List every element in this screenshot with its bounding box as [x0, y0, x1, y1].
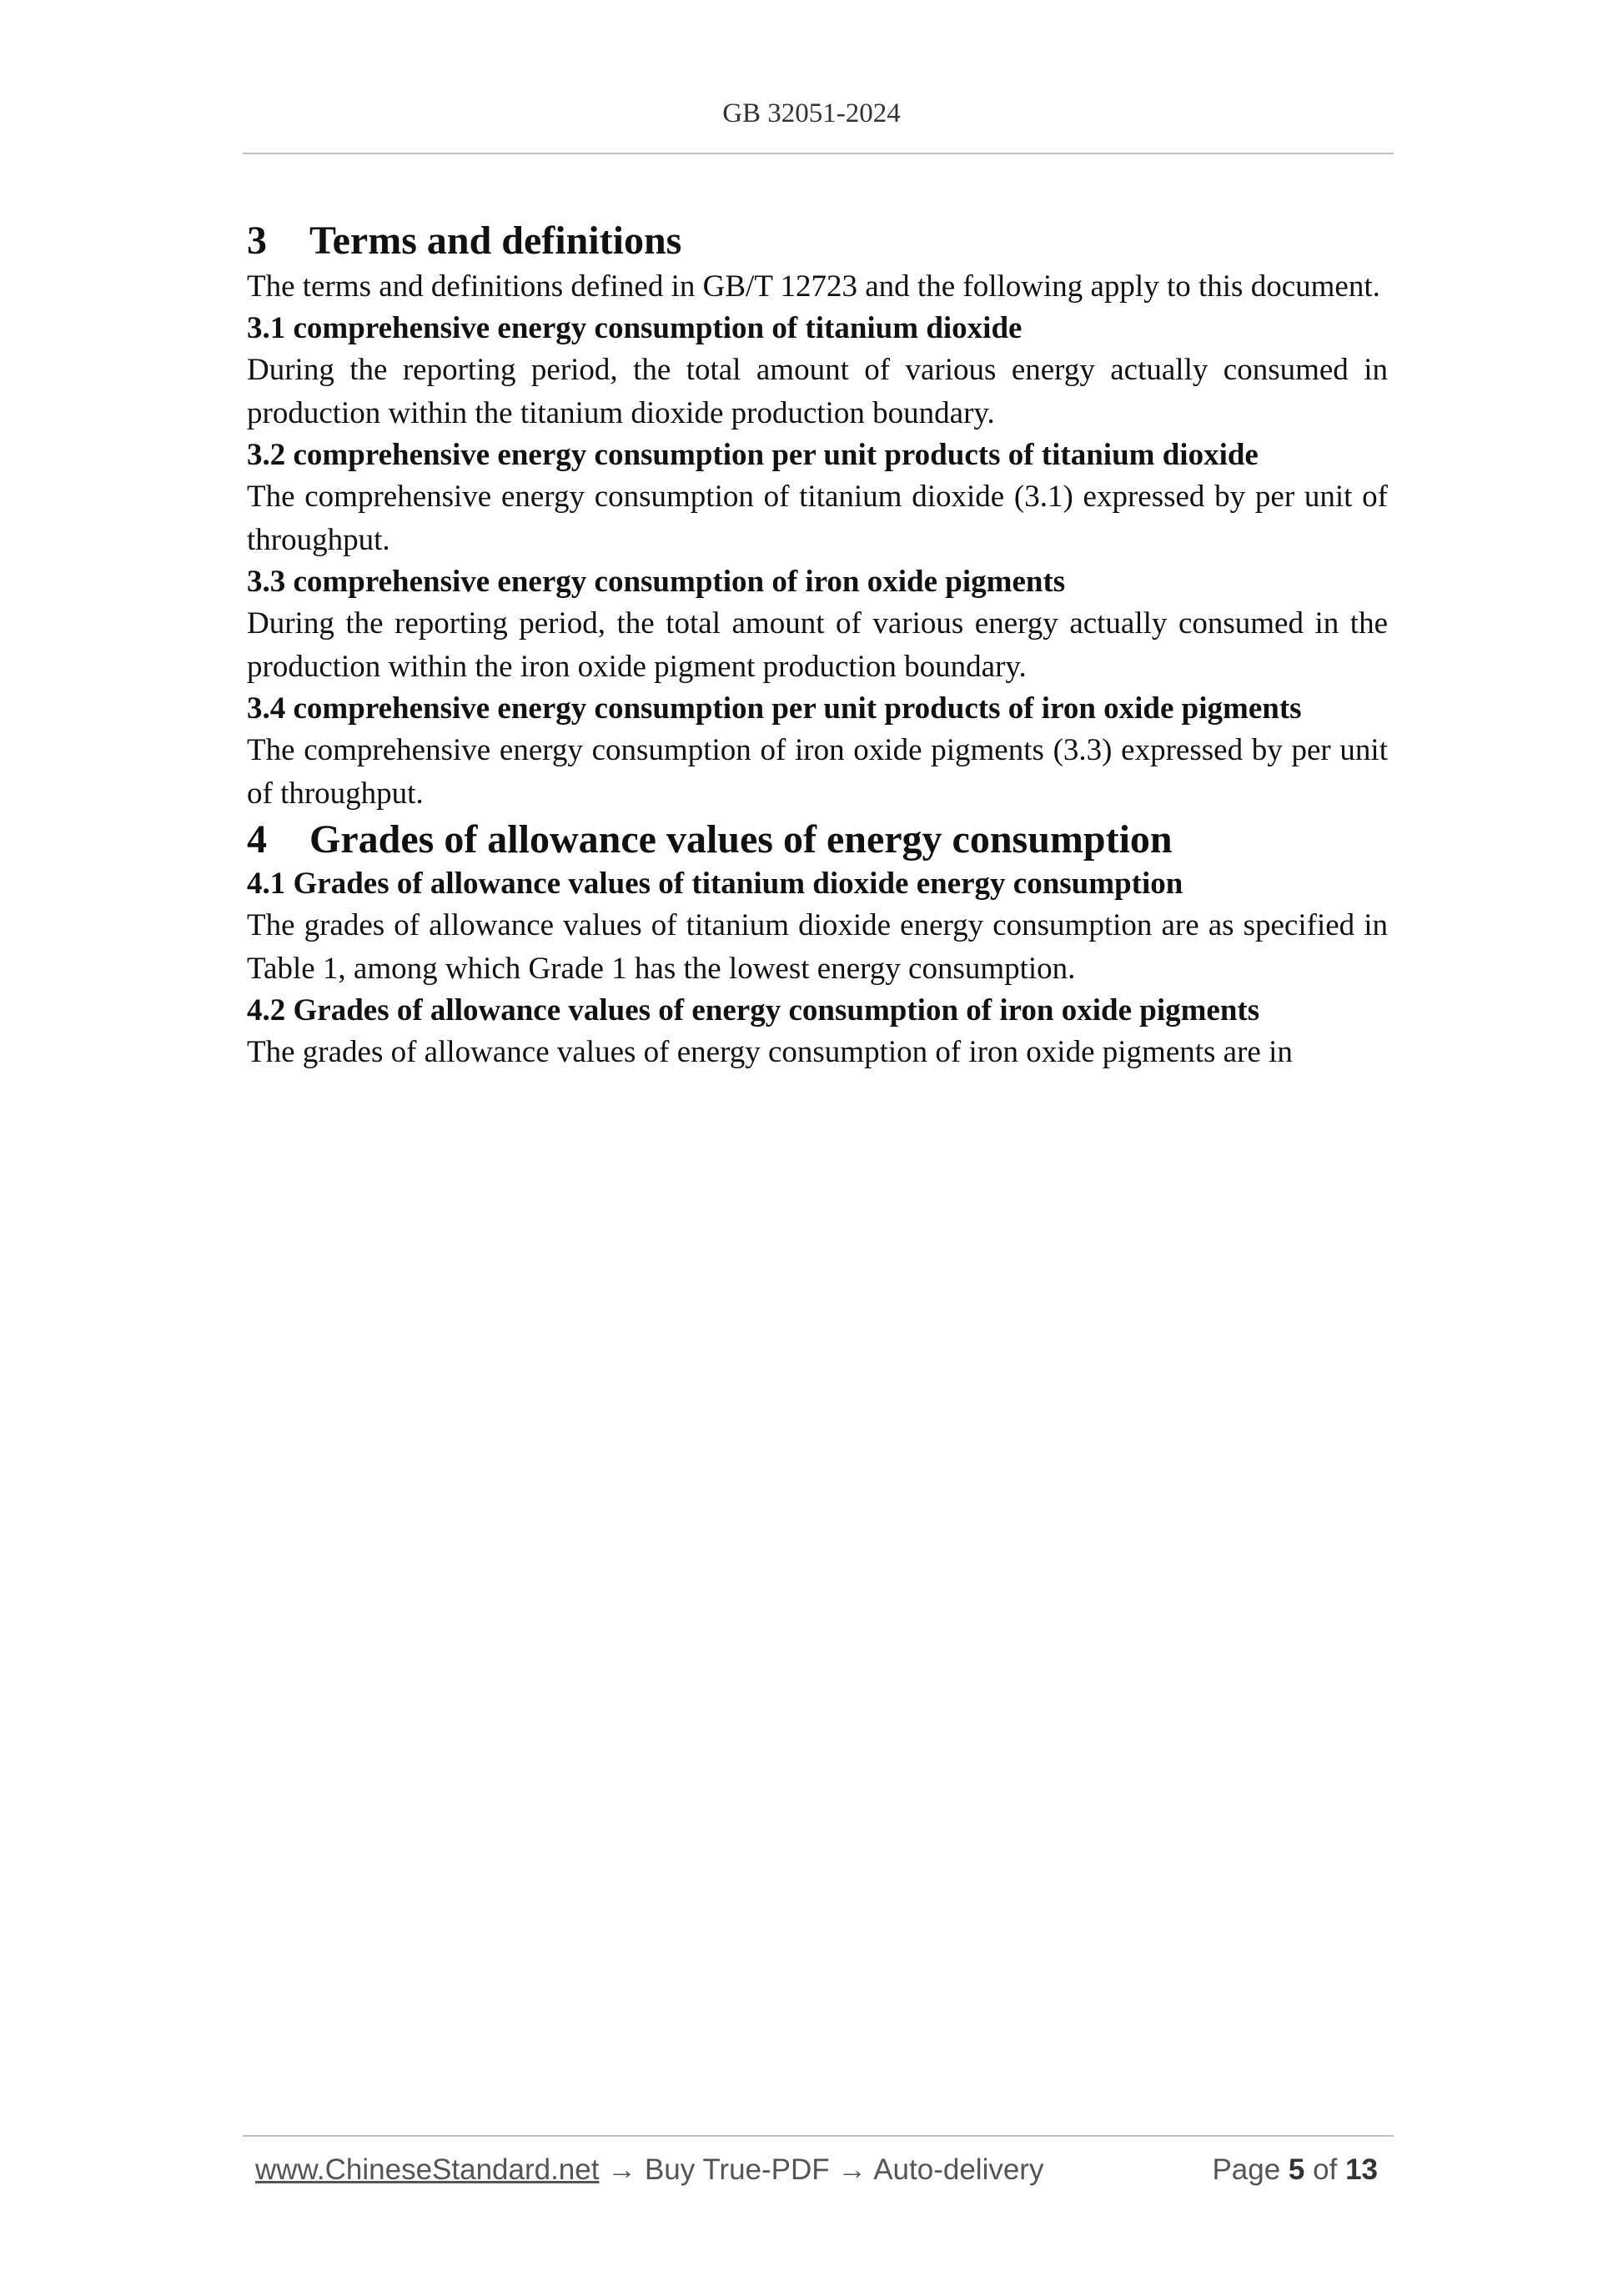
- subsection-4-2-heading: 4.2 Grades of allowance values of energy consumption of iron oxide pigments: [247, 992, 1260, 1027]
- term-3-3-heading: 3.3 comprehensive energy consumption of iron oxide pigments: [247, 564, 1066, 599]
- subsection-4-2-text: The grades of allowance values of energy consumption of iron oxide pigments are in: [247, 1034, 1293, 1069]
- term-3-1-definition: During the reporting period, the total amount of various energy actually consumed in production within the titanium dioxide production boundary.: [247, 352, 1388, 430]
- page-label: Page: [1212, 2153, 1281, 2186]
- document-header-title: GB 32051-2024: [722, 98, 901, 128]
- header-divider: [243, 153, 1394, 154]
- page-content: [247, 217, 1388, 1074]
- subsection-4-1-text: The grades of allowance values of titanium dioxide energy consumption are as specified in Table 1, among which Grade 1 has the lowest energy consumption.: [247, 907, 1388, 986]
- page-footer: [255, 2153, 1389, 2187]
- term-3-1-heading: 3.1 comprehensive energy consumption of titanium dioxide: [247, 310, 1023, 345]
- term-3-2-definition: The comprehensive energy consumption of titanium dioxide (3.1) expressed by per unit of throughput.: [247, 479, 1388, 557]
- of-label: of: [1313, 2153, 1338, 2186]
- term-3-3-definition: During the reporting period, the total amount of various energy actually consumed in the production within the iron oxide pigment production boundary.: [247, 605, 1388, 684]
- page-current-number: 5: [1288, 2153, 1305, 2186]
- arrow-right-icon: →: [837, 2153, 867, 2186]
- term-3-4-heading: 3.4 comprehensive energy consumption per unit products of iron oxide pigments: [247, 691, 1302, 726]
- auto-delivery-text: Auto-delivery: [873, 2153, 1044, 2186]
- buy-true-pdf-link[interactable]: Buy True-PDF: [644, 2153, 830, 2186]
- page-total-number: 13: [1345, 2153, 1378, 2186]
- section-4-title: [247, 816, 1388, 864]
- section-3-title: [247, 217, 1388, 265]
- subsection-4-1-heading: 4.1 Grades of allowance values of titanium dioxide energy consumption: [247, 866, 1183, 901]
- section-3-number: 3: [247, 219, 267, 263]
- page-indicator: [1212, 2153, 1378, 2187]
- website-link[interactable]: www.ChineseStandard.net: [255, 2153, 600, 2186]
- section-4-title-text: Grades of allowance values of energy consumption: [309, 816, 1173, 862]
- footer-divider: [243, 2135, 1394, 2137]
- arrow-right-icon: →: [607, 2153, 637, 2186]
- term-3-2-heading: 3.2 comprehensive energy consumption per unit products of titanium dioxide: [247, 437, 1259, 472]
- section-3-intro: The terms and definitions defined in GB/T 12723 and the following apply to this document.: [247, 269, 1380, 304]
- term-3-4-definition: The comprehensive energy consumption of iron oxide pigments (3.3) expressed by per unit of throughput.: [247, 732, 1388, 811]
- section-3-title-text: Terms and definitions: [309, 219, 682, 263]
- section-4-number: 4: [247, 816, 267, 862]
